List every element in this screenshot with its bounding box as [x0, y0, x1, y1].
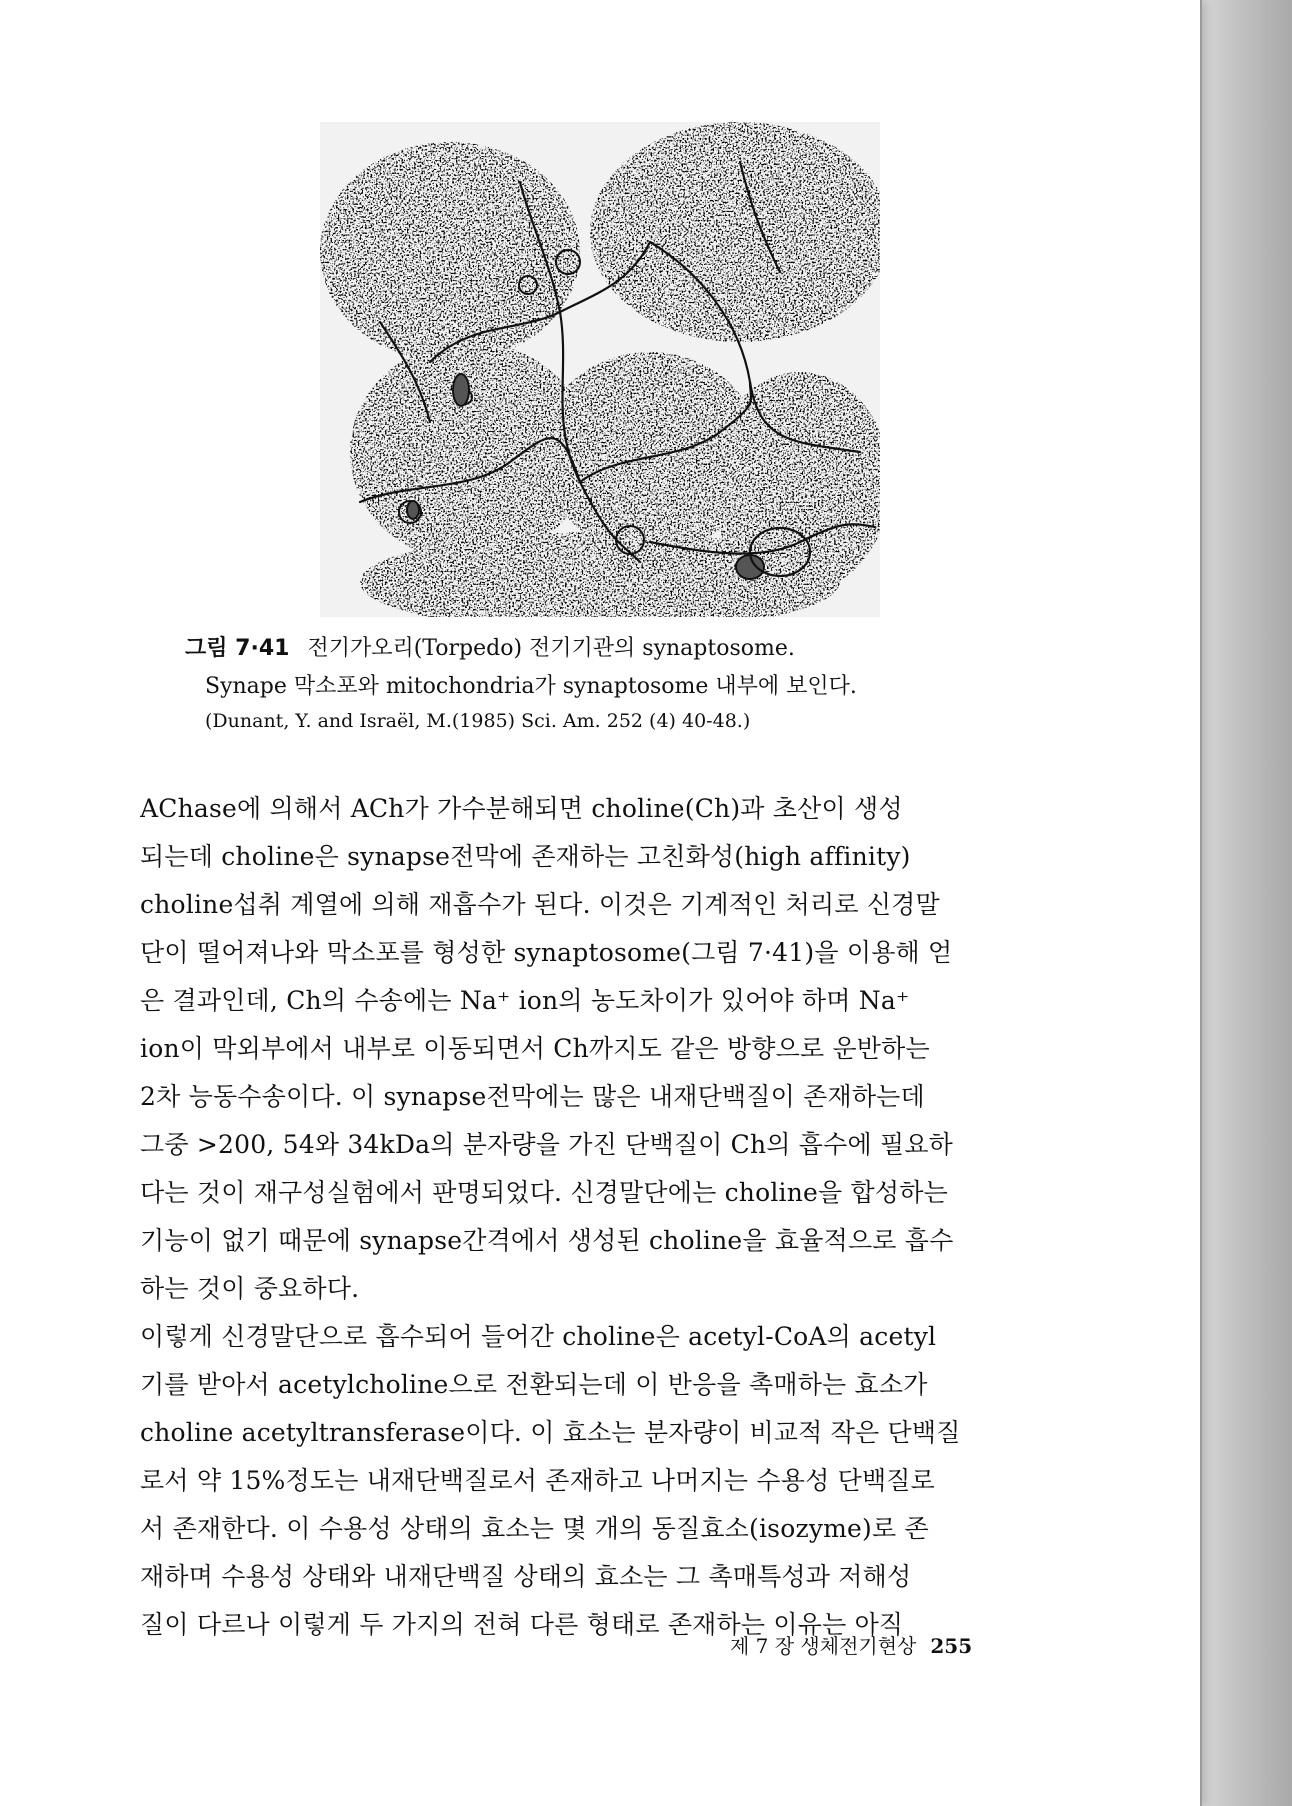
- text-line: 기를 받아서 acetylcholine으로 전환되는데 이 반응을 촉매하는 효소가: [140, 1370, 928, 1399]
- text-line: 질이 다르나 이렇게 두 가지의 전혀 다른 형태로 존재하는 이유는 아직: [140, 1610, 904, 1639]
- text-line: 기능이 없기 때문에 synapse간격에서 생성된 choline을 효율적으로 흡수: [140, 1226, 954, 1255]
- text-line: AChase에 의해서 ACh가 가수분해되면 choline(Ch)과 초산이 생성: [140, 794, 903, 823]
- text-line: 다는 것이 재구성실험에서 판명되었다. 신경말단에는 choline을 합성하는: [140, 1178, 948, 1207]
- text-line: 되는데 choline은 synapse전막에 존재하는 고친화성(high affinity): [140, 842, 911, 871]
- text-line: 은 결과인데, Ch의 수송에는 Na⁺ ion의 농도차이가 있어야 하며 Na⁺: [140, 986, 910, 1015]
- text-line: 그중 >200, 54와 34kDa의 분자량을 가진 단백질이 Ch의 흡수에 필요하: [140, 1130, 954, 1159]
- synaptosome-micrograph: [320, 122, 880, 617]
- page-footer: [730, 1630, 972, 1659]
- text-line: 서 존재한다. 이 수용성 상태의 효소는 몇 개의 동질효소(isozyme)로 존: [140, 1514, 929, 1543]
- text-line: 단이 떨어져나와 막소포를 형성한 synaptosome(그림 7·41)을 이용해 얻: [140, 938, 953, 967]
- text-line: 하는 것이 중요하다.: [140, 1274, 360, 1303]
- chapter-title: 제 7 장 생체전기현상: [730, 1634, 917, 1658]
- text-line: choline acetyltransferase이다. 이 효소는 분자량이 비교적 작은 단백질: [140, 1418, 961, 1447]
- caption-line-2: Synape 막소포와 mitochondria가 synaptosome 내부에 보인다.: [205, 674, 857, 699]
- caption-title: 전기가오리(Torpedo) 전기기관의 synaptosome.: [307, 636, 795, 661]
- page-number: 255: [930, 1634, 973, 1658]
- text-line: 재하며 수용성 상태와 내재단백질 상태의 효소는 그 촉매특성과 저해성: [140, 1562, 912, 1591]
- text-line: ion이 막외부에서 내부로 이동되면서 Ch까지도 같은 방향으로 운반하는: [140, 1034, 930, 1063]
- text-line: 2차 능동수송이다. 이 synapse전막에는 많은 내재단백질이 존재하는데: [140, 1082, 925, 1111]
- body-text: [140, 785, 1058, 1649]
- figure-caption: [185, 630, 1085, 736]
- text-line: choline섭취 계열에 의해 재흡수가 된다. 이것은 기계적인 처리로 신경말: [140, 890, 940, 919]
- figure-label: 그림 7·41: [185, 636, 290, 661]
- caption-line-1: [185, 630, 1085, 668]
- caption-citation: (Dunant, Y. and Israël, M.(1985) Sci. Am. 252 (4) 40-48.): [205, 710, 751, 732]
- text-line: 로서 약 15%정도는 내재단백질로서 존재하고 나머지는 수용성 단백질로: [140, 1466, 935, 1495]
- text-line: 이렇게 신경말단으로 흡수되어 들어간 choline은 acetyl-CoA의 acetyl: [140, 1322, 937, 1351]
